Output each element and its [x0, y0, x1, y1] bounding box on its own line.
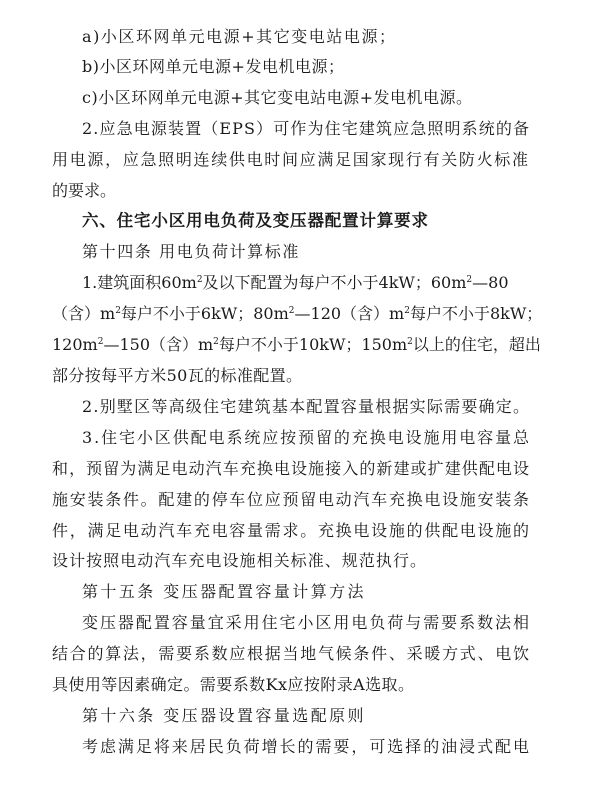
paragraph-line	[0, 114, 590, 144]
line-text: 用电源，应急照明连续供电时间应满足国家现行有关防火标准	[52, 150, 530, 169]
paragraph-line	[0, 330, 590, 360]
list-item-a	[0, 22, 590, 52]
paragraph-line	[0, 392, 590, 422]
line-text: 第十四条 用电负荷计算标准	[82, 242, 300, 261]
line-text: 考虑满足将来居民负荷增长的需要，可选择的油浸式配电	[82, 737, 531, 756]
list-item-c	[0, 83, 590, 113]
line-text: 变压器配置容量宜采用住宅小区用电负荷与需要系数法相	[82, 613, 531, 632]
paragraph-line	[0, 516, 590, 546]
paragraph-line	[0, 732, 590, 762]
line-text: 的要求。	[52, 181, 116, 200]
line-text: 设计按照电动汽车充电设施相关标准、规范执行。	[52, 551, 428, 570]
line-text: 第十五条 变压器配置容量计算方法	[82, 582, 366, 601]
line-text: 结合的算法，需要系数应根据当地气候条件、采暖方式、电饮	[52, 644, 531, 663]
paragraph-line	[0, 454, 590, 484]
paragraph-line	[0, 361, 590, 391]
line-text: 件，满足电动汽车充电容量需求。充换电设施的供配电设施的	[52, 521, 531, 540]
line-text: 具使用等因素确定。需要系数Kx应按附录A选取。	[52, 675, 415, 694]
paragraph-line	[0, 423, 590, 453]
heading-text: 六、住宅小区用电负荷及变压器配置计算要求	[82, 211, 429, 230]
line-text: 2.应急电源装置（EPS）可作为住宅建筑应急照明系统的备	[82, 119, 531, 138]
line-text: 部分按每平方米50瓦的标准配置。	[52, 366, 303, 385]
paragraph-line	[0, 608, 590, 638]
section-heading	[0, 206, 590, 236]
article-title	[0, 701, 590, 731]
list-item-b	[0, 52, 590, 82]
line-text: 和，预留为满足电动汽车充换电设施接入的新建或扩建供配电设	[52, 459, 531, 478]
paragraph-line	[0, 485, 590, 515]
paragraph-line	[0, 268, 590, 298]
line-text: $120m^2—150$（含）$m^2$每户不小于10kW；$150m^2$以上的住宅，超出	[52, 335, 541, 354]
line-text: 1.建筑面积$60m^2$及以下配置为每户不小于4kW；$60m^2—80$	[82, 273, 509, 292]
line-text: c)小区环网单元电源+其它变电站电源+发电机电源。	[82, 88, 473, 107]
article-title	[0, 237, 590, 267]
line-text: b)小区环网单元电源+发电机电源；	[82, 57, 345, 76]
line-text: （含）$m^2$每户不小于6kW；$80m^2—120$（含）$m^2$每户不小于8kW；	[52, 304, 543, 323]
line-text: 施安装条件。配建的停车位应预留电动汽车充换电设施安装条	[52, 490, 531, 509]
paragraph-line	[0, 145, 590, 175]
line-text: 3.住宅小区供配电系统应按预留的充换电设施用电容量总	[82, 428, 531, 447]
article-title	[0, 577, 590, 607]
paragraph-line	[0, 299, 590, 329]
paragraph-line	[0, 176, 590, 206]
paragraph-line	[0, 639, 590, 669]
paragraph-line	[0, 546, 590, 576]
line-text: 2.别墅区等高级住宅建筑基本配置容量根据实际需要确定。	[82, 397, 531, 416]
line-text: 第十六条 变压器设置容量选配原则	[82, 706, 366, 725]
line-text: a)小区环网单元电源+其它变电站电源；	[82, 27, 397, 46]
paragraph-line	[0, 670, 590, 700]
